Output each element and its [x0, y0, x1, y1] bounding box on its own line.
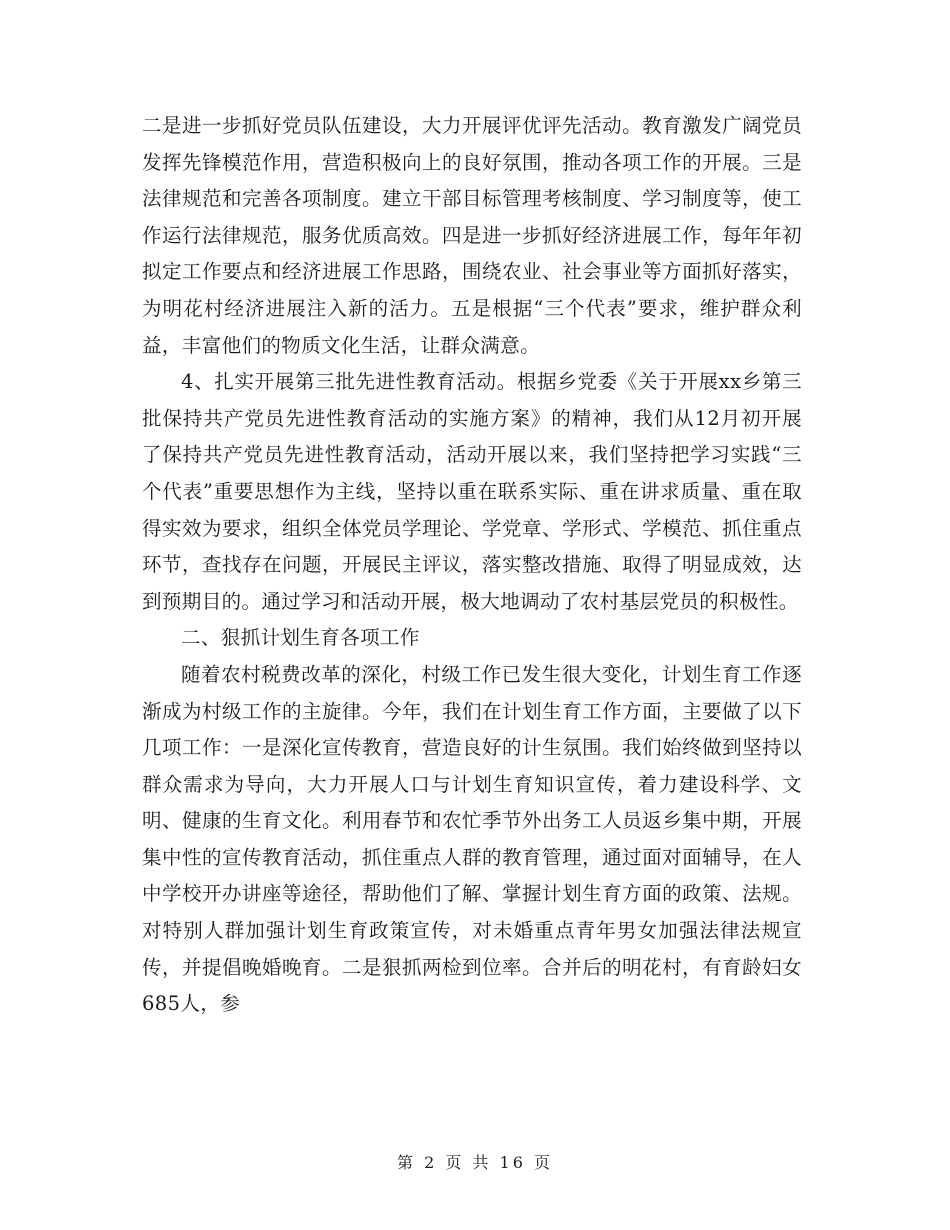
paragraph-education-activity: 4、扎实开展第三批先进性教育活动。根据乡党委《关于开展xx乡第三批保持共产党员先进性教育活动的实施方案》的精神，我们从12月初开展了保持共产党员先进性教育活动，活动开展以来，我们坚持把学习实践“三个代表”重要思想作为主线，坚持以重在联系实际、重在讲求质量、重在取得实效为要求，组织全体党员学理论、学党章、学形式、学模范、抓住重点环节，查找存在问题，开展民主评议，落实整改措施、取得了明显成效，达到预期目的。通过学习和活动开展，极大地调动了农村基层党员的积极性。: [142, 370, 802, 613]
section-heading-family-planning: 二、狠抓计划生育各项工作: [181, 626, 420, 650]
page-footer: 第 2 页 共 16 页: [397, 1153, 553, 1172]
paragraph-continuation: 二是进一步抓好党员队伍建设，大力开展评优评先活动。教育激发广阔党员发挥先锋模范作用，营造积极向上的良好氛围，推动各项工作的开展。三是法律规范和完善各项制度。建立干部目标管理考核制度、学习制度等，使工作运行法律规范，服务优质高效。四是进一步抓好经济进展工作，每年年初拟定工作要点和经济进展工作思路，围绕农业、社会事业等方面抓好落实，为明花村经济进展注入新的活力。五是根据“三个代表”要求，维护群众利益，丰富他们的物质文化生活，让群众满意。: [142, 114, 802, 357]
document-body: [142, 108, 802, 1023]
paragraph-family-planning: 随着农村税费改革的深化，村级工作已发生很大变化，计划生育工作逐渐成为村级工作的主旋律。今年，我们在计划生育工作方面，主要做了以下几项工作：一是深化宣传教育，营造良好的计生氛围。我们始终做到坚持以群众需求为导向，大力开展人口与计划生育知识宣传，着力建设科学、文明、健康的生育文化。利用春节和农忙季节外出务工人员返乡集中期，开展集中性的宣传教育活动，抓住重点人群的教育管理，通过面对面辅导，在人中学校开办讲座等途径，帮助他们了解、掌握计划生育方面的政策、法规。对特别人群加强计划生育政策宣传，对未婚重点青年男女加强法律法规宣传，并提倡晚婚晚育。二是狠抓两检到位率。合并后的明花村，有育龄妇女685人，参: [142, 662, 802, 1016]
